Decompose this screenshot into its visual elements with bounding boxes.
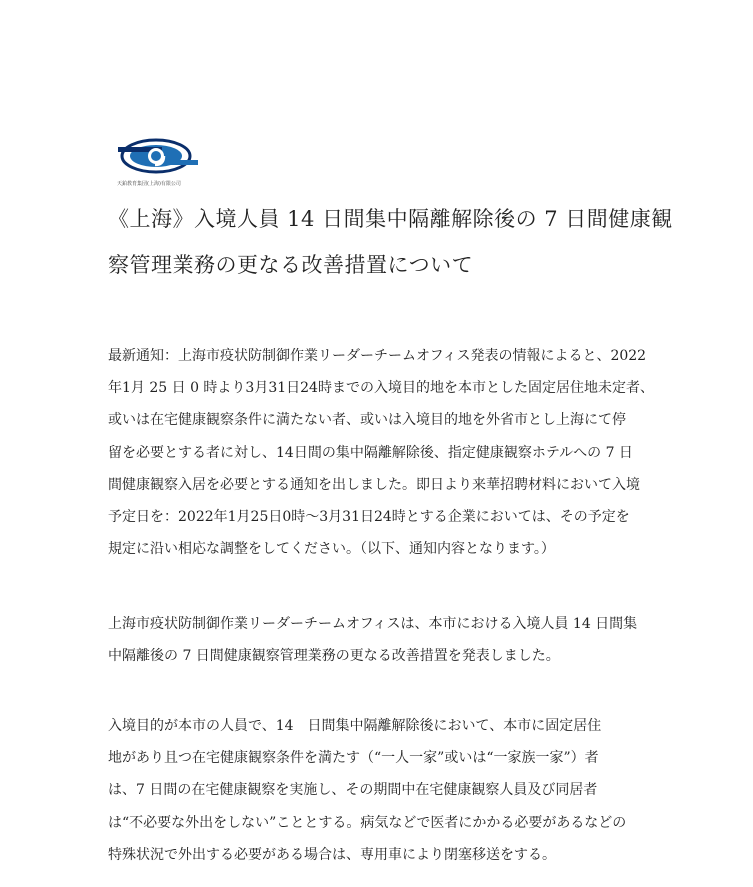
text-line: 規定に沿い相応な調整をしてください。（以下、通知内容となります。） bbox=[108, 541, 555, 558]
paragraph-announcement bbox=[108, 608, 668, 672]
text-line: 或いは在宅健康観察条件に満たない者、或いは入境目的地を外省市とし上海にて停 bbox=[108, 412, 626, 429]
text-line: 予定日を：2022年1月25日0時～3月31日24時とする企業においては、その予定を bbox=[108, 509, 630, 526]
text-line: 特殊状況で外出する必要がある場合は、専用車により閉塞移送をする。 bbox=[108, 846, 556, 863]
title-line: 察管理業務の更なる改善措置について bbox=[108, 253, 474, 277]
company-logo-icon bbox=[112, 132, 204, 182]
text-line: 入境目的が本市の人員で、14 日間集中隔離解除後において、本市に固定居住 bbox=[108, 718, 602, 734]
text-line: 上海市疫状防制御作業リーダーチームオフィスは、本市における入境人員 14 日間集 bbox=[108, 616, 638, 632]
paragraph-home-observation bbox=[108, 710, 668, 871]
text-line: 最新通知：上海市疫状防制御作業リーダーチームオフィス発表の情報によると、2022 bbox=[108, 348, 647, 364]
text-line: は、7 日間の在宅健康観察を実施し、その期間中在宅健康観察人員及び同居者 bbox=[108, 782, 598, 799]
text-line: 中隔離後の 7 日間健康観察管理業務の更なる改善措置を発表しました。 bbox=[108, 648, 560, 665]
text-line: 間健康観察入居を必要とする通知を出しました。即日より来華招聘材料において入境 bbox=[108, 476, 640, 493]
title-line: 《上海》入境人員 14 日間集中隔離解除後の 7 日間健康観 bbox=[108, 207, 673, 231]
text-line: 地があり且つ在宅健康観察条件を満たす（“一人一家”或いは“一家族一家”）者 bbox=[108, 750, 599, 767]
logo-caption: 天鉑教育集団(上海)有限公司 bbox=[117, 181, 181, 187]
text-line: は“不必要な外出をしない”こととする。病気などで医者にかかる必要があるなどの bbox=[108, 814, 627, 831]
text-line: 年1月 25 日 0 時より3月31日24時までの入境目的地を本市とした固定居住地未定者、 bbox=[108, 380, 654, 397]
document-title bbox=[108, 196, 673, 288]
text-line: 留を必要とする者に対し、14日間の集中隔離解除後、指定健康観察ホテルへの 7 日 bbox=[108, 444, 633, 461]
paragraph-notice bbox=[108, 340, 668, 565]
